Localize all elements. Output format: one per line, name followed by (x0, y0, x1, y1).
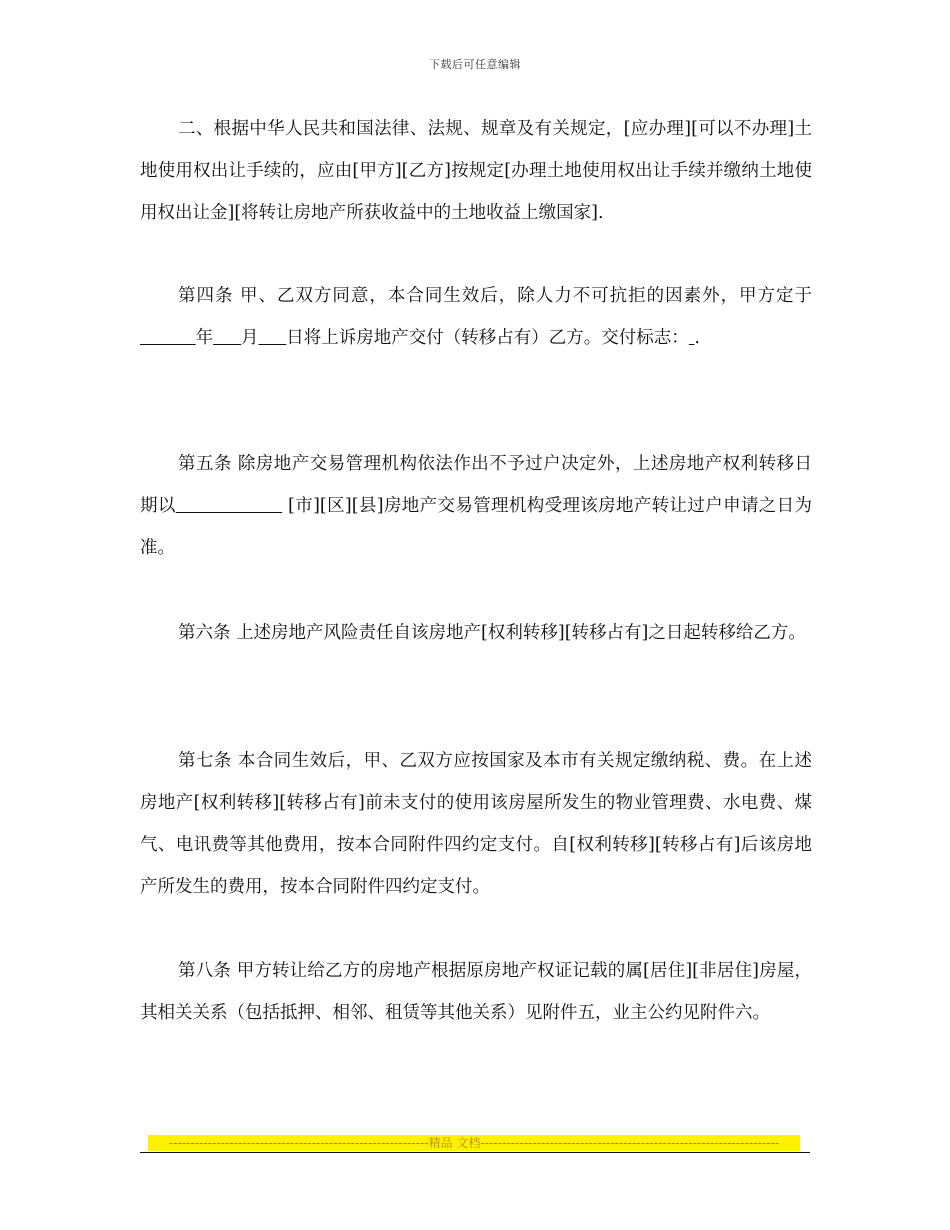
paragraph-text (140, 443, 812, 569)
blank-transfer-date-field[interactable] (176, 496, 282, 516)
paragraph-article-5 (140, 443, 812, 569)
text-segment: 月 (240, 328, 259, 348)
blank-year-field[interactable] (140, 328, 196, 348)
blank-month-field[interactable] (213, 328, 241, 348)
paragraph-text: 第六条 上述房地产风险责任自该房地产[权利转移][转移占有]之日起转移给乙方。 (178, 623, 806, 643)
footer-divider (140, 1152, 810, 1153)
footer-banner: ------------------------------------------------------------精品 文档--------------------------------------------------------------------- (148, 1135, 800, 1151)
paragraph-article-6 (140, 612, 812, 654)
text-segment: [市][区][县]房地产交易管理机构受理该房地产转让过户申请之日为准。 (140, 496, 812, 558)
text-segment: . (694, 328, 700, 348)
blank-day-field[interactable] (258, 328, 286, 348)
page-header: 下载后可任意编辑 (429, 58, 521, 71)
paragraph-text: 第八条 甲方转让给乙方的房地产根据原房地产权证记载的属[居住][非居住]房屋，其相关关系（包括抵押、相邻、租赁等其他关系）见附件五，业主公约见附件六。 (140, 961, 812, 1023)
paragraph-text: 第七条 本合同生效后，甲、乙双方应按国家及本市有关规定缴纳税、费。在上述房地产[权利转移][转移占有]前未支付的使用该房屋所发生的物业管理费、水电费、煤气、电讯费等其他费用，按本合同附件四约定支付。自[权利转移][转移占有]后该房地产所发生的费用，按本合同附件四约定支付。 (140, 751, 812, 897)
paragraph-article-8 (140, 950, 812, 1034)
paragraph-text: 二、根据中华人民共和国法律、法规、规章及有关规定，[应办理][可以不办理]土地使用权出让手续的，应由[甲方][乙方]按规定[办理土地使用权出让手续并缴纳土地使用权出让金][将转让房地产所获收益中的土地收益上缴国家]. (140, 119, 812, 223)
text-segment: 年 (195, 328, 214, 348)
text-segment: 第五条 除房地产交易管理机构依法作出不予过户决定外，上述房地产权利转移日期以 (140, 454, 812, 516)
text-segment: 日将上诉房地产交付（转移占有）乙方。交付标志： (286, 328, 689, 348)
paragraph-article-7 (140, 740, 812, 908)
text-segment: 第四条 甲、乙双方同意，本合同生效后，除人力不可抗拒的因素外，甲方定于 (178, 286, 812, 306)
paragraph-land-use-rights (140, 108, 812, 234)
paragraph-text (140, 275, 812, 359)
paragraph-article-4 (140, 275, 812, 359)
